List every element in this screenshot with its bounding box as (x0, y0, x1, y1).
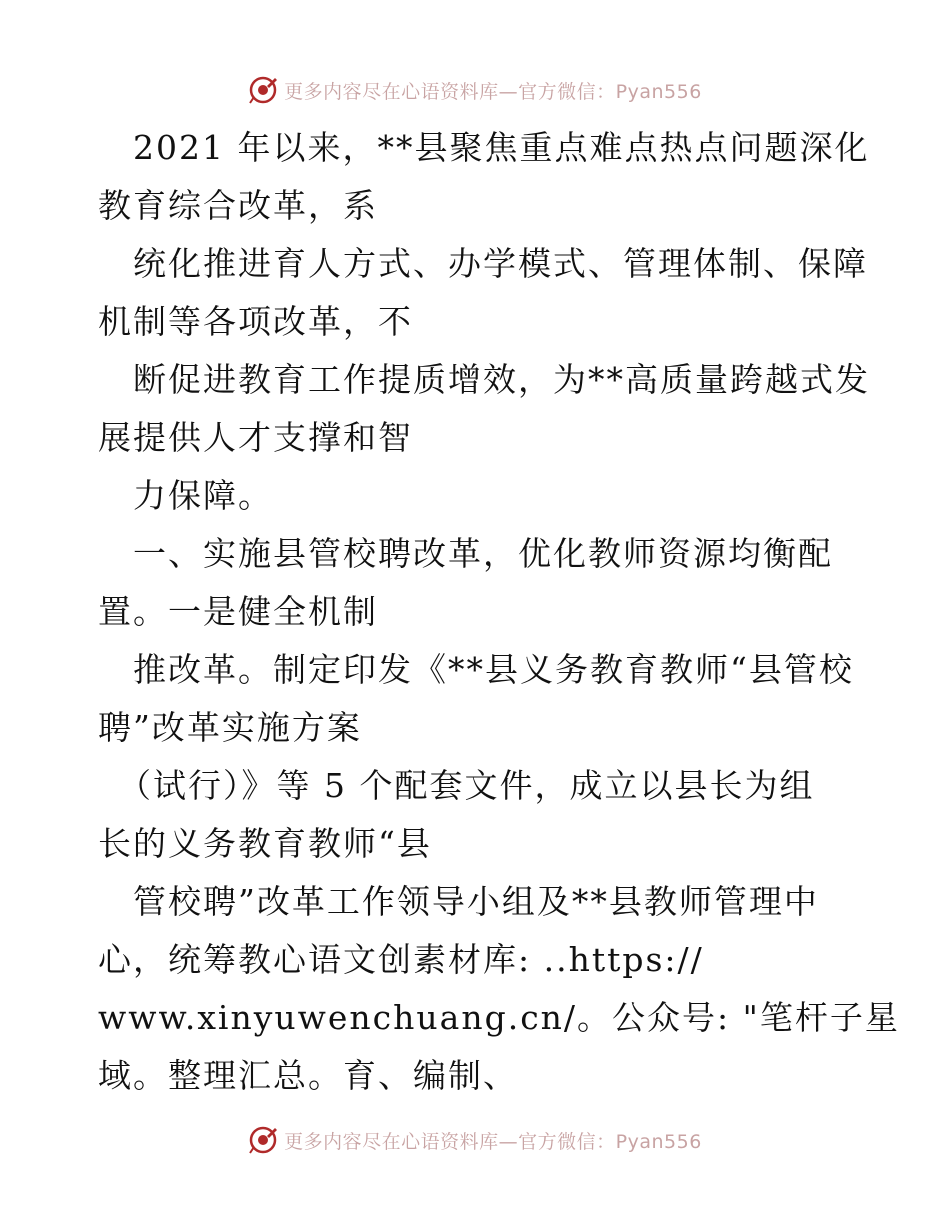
footer-banner-text: 更多内容尽在心语资料库—官方微信：Pyan556 (284, 1130, 702, 1153)
paragraph-line: 管校聘”改革工作领导小组及**县教师管理中 (133, 882, 819, 921)
paragraph-line: 教育综合改革，系 (98, 186, 378, 225)
paragraph-line: 力保障。 (133, 476, 273, 515)
paragraph-line: 置。一是健全机制 (98, 592, 378, 631)
paragraph-line: www.xinyuwenchuang.cn/。公众号: "笔杆子星 (98, 998, 900, 1037)
paragraph-line: 断促进教育工作提质增效，为**高质量跨越式发 (133, 360, 870, 399)
paragraph-line: 域。整理汇总。育、编制、 (98, 1056, 518, 1095)
header-banner-text: 更多内容尽在心语资料库—官方微信：Pyan556 (284, 80, 702, 103)
paragraph-line: 一、实施县管校聘改革，优化教师资源均衡配 (133, 534, 833, 573)
paragraph-line: 心，统筹教心语文创素材库: ..https:// (98, 940, 704, 979)
paragraph-line: 统化推进育人方式、办学模式、管理体制、保障 (133, 244, 868, 283)
paragraph-line: 长的义务教育教师“县 (98, 824, 432, 863)
paragraph-line: （试行）》等 5 个配套文件，成立以县长为组 (118, 766, 815, 805)
paragraph-line: 2021 年以来，**县聚焦重点难点热点问题深化 (133, 128, 870, 167)
footer-banner (0, 1120, 950, 1160)
quill-logo-icon (248, 1125, 278, 1155)
paragraph-line: 展提供人才支撑和智 (98, 418, 413, 457)
paragraph-line: 推改革。制定印发《**县义务教育教师“县管校 (133, 650, 854, 689)
paragraph-line: 聘”改革实施方案 (98, 708, 362, 747)
paragraph-line: 机制等各项改革，不 (98, 302, 413, 341)
